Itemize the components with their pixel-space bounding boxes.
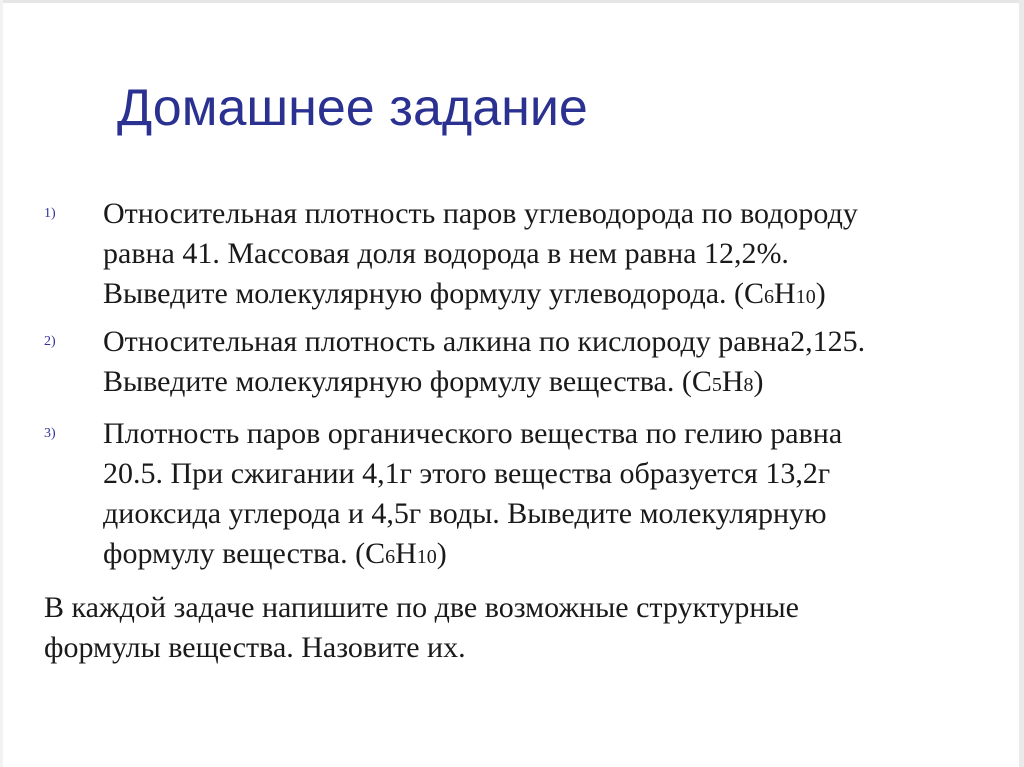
- formula-close: ): [815, 277, 826, 310]
- formula-element: H: [395, 537, 417, 570]
- formula-subscript: 8: [743, 374, 754, 396]
- task-line: Относительная плотность паров углеводорода по водороду: [103, 197, 858, 230]
- task-line-text: Выведите молекулярную формулу вещества. (C: [103, 365, 712, 398]
- task-number: 1): [44, 206, 56, 221]
- homework-note: [44, 588, 984, 668]
- task-text: [103, 414, 1003, 577]
- formula-subscript: 10: [416, 546, 437, 568]
- note-line: формулы вещества. Назовите их.: [44, 631, 466, 664]
- slide-title: Домашнее задание: [117, 79, 588, 137]
- formula-subscript: 10: [795, 286, 816, 308]
- task-line-text: формулу вещества. (C: [103, 537, 386, 570]
- slide-border-right: [1019, 0, 1024, 767]
- task-line: диоксида углерода и 4,5г воды. Выведите молекулярную: [103, 497, 827, 530]
- task-number: 2): [44, 334, 56, 349]
- formula-element: H: [721, 365, 744, 398]
- task-text: [103, 322, 1003, 405]
- task-line: Относительная плотность алкина по кислороду равна2,125.: [103, 325, 866, 358]
- formula-element: H: [774, 277, 796, 310]
- task-line-text: Выведите молекулярную формулу углеводорода. (C: [103, 277, 765, 310]
- task-line: 20.5. При сжигании 4,1г этого вещества образуется 13,2г: [103, 457, 831, 490]
- task-text: [103, 194, 1003, 317]
- slide-border-left: [0, 0, 3, 767]
- task-line: Плотность паров органического вещества по гелию равна: [103, 417, 843, 450]
- task-line: [103, 274, 1003, 317]
- formula-close: ): [436, 537, 447, 570]
- task-line: равна 41. Массовая доля водорода в нем равна 12,2%.: [103, 237, 789, 270]
- formula-subscript: 6: [764, 286, 775, 308]
- task-line: [103, 362, 1003, 405]
- note-line: В каждой задаче напишите по две возможные структурные: [44, 591, 799, 624]
- task-number: 3): [44, 426, 56, 441]
- task-line: [103, 534, 1003, 577]
- formula-close: ): [753, 365, 764, 398]
- slide-border-top: [0, 0, 1024, 3]
- formula-subscript: 6: [385, 546, 396, 568]
- formula-subscript: 5: [711, 374, 722, 396]
